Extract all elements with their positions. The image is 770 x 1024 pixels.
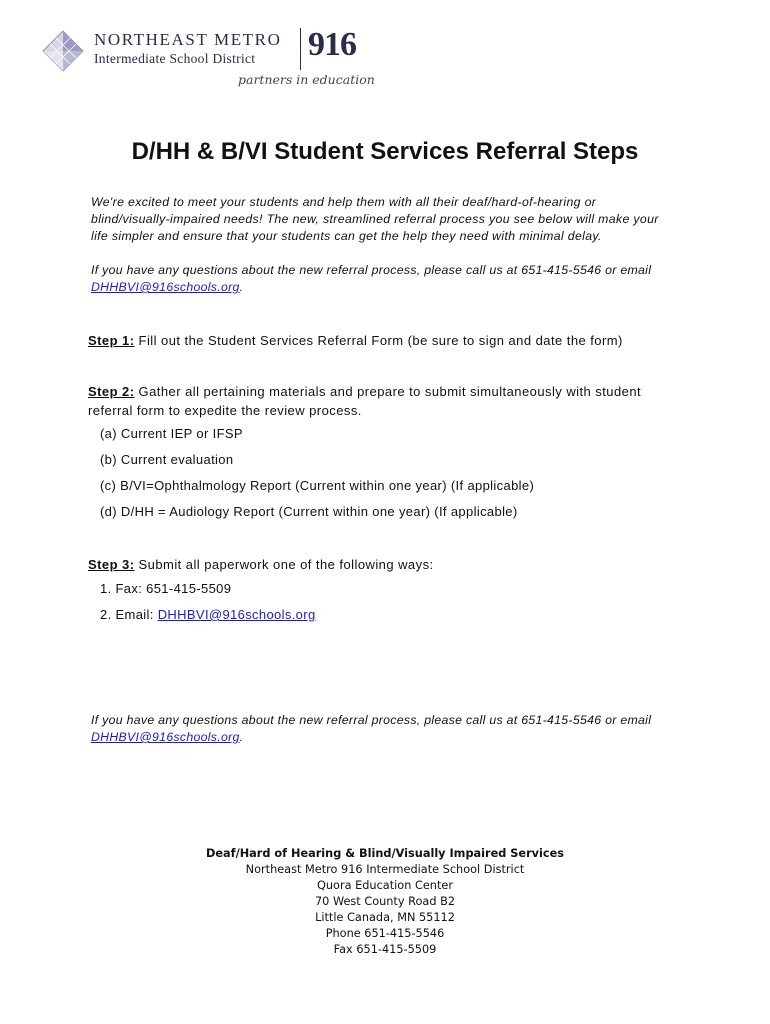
footer-line: Northeast Metro 916 Intermediate School District xyxy=(245,863,525,876)
step-label: Step 1: xyxy=(88,333,135,348)
list-item: (c) B/VI=Ophthalmology Report (Current within one year) (If applicable) xyxy=(100,478,535,493)
footer-title: Deaf/Hard of Hearing & Blind/Visually Impaired Services xyxy=(206,847,564,860)
email-link[interactable]: DHHBVI@916schools.org xyxy=(157,607,316,622)
step-1 xyxy=(88,331,728,350)
district-logo xyxy=(42,26,382,92)
org-name-line2: Intermediate School District xyxy=(94,51,256,66)
period: . xyxy=(239,730,244,744)
step-text: Fill out the Student Services Referral Form (be sure to sign and date the form) xyxy=(134,333,623,348)
footer-line: 70 West County Road B2 xyxy=(314,895,456,908)
questions-note-bottom xyxy=(91,712,731,746)
step-3 xyxy=(88,555,728,574)
intro-line: life simpler and ensure that your students can get the help they need with minimal delay. xyxy=(91,229,602,243)
email-link[interactable]: DHHBVI@916schools.org xyxy=(91,280,240,294)
list-item: (a) Current IEP or IFSP xyxy=(100,426,243,441)
step-label: Step 2: xyxy=(88,384,135,399)
list-item: (b) Current evaluation xyxy=(100,452,234,467)
email-link[interactable]: DHHBVI@916schools.org xyxy=(91,730,240,744)
intro-paragraph xyxy=(91,194,731,245)
district-number: 916 xyxy=(308,26,356,63)
step-text: Submit all paperwork one of the following ways: xyxy=(134,557,434,572)
contact-footer xyxy=(0,846,770,958)
period: . xyxy=(239,280,244,294)
org-name-line1: NORTHEAST METRO xyxy=(94,30,282,49)
intro-line: We're excited to meet your students and help them with all their deaf/hard-of-hearing or xyxy=(91,195,597,209)
logo-tagline: partners in education xyxy=(238,72,375,87)
logo-divider xyxy=(300,28,301,70)
footer-line: Little Canada, MN 55112 xyxy=(315,911,455,924)
email-item xyxy=(100,607,316,622)
page-title: D/HH & B/VI Student Services Referral Steps xyxy=(131,138,639,165)
step-text: Gather all pertaining materials and prepare to submit simultaneously with student xyxy=(134,384,642,399)
step-label: Step 3: xyxy=(88,557,135,572)
step-text: referral form to expedite the review process. xyxy=(88,403,362,418)
email-prefix: 2. Email: xyxy=(100,607,158,622)
questions-note-top xyxy=(91,262,731,296)
footer-line: Quora Education Center xyxy=(317,879,453,892)
fax-item: 1. Fax: 651-415-5509 xyxy=(100,581,232,596)
footer-phone: Phone 651-415-5546 xyxy=(325,927,445,940)
footer-fax: Fax 651-415-5509 xyxy=(333,943,437,956)
questions-text: If you have any questions about the new referral process, please call us at 651-415-5546 or email xyxy=(91,713,652,727)
questions-text: If you have any questions about the new referral process, please call us at 651-415-5546 or email xyxy=(91,263,652,277)
diamond-logo-icon xyxy=(42,30,84,72)
list-item: (d) D/HH = Audiology Report (Current within one year) (If applicable) xyxy=(100,504,518,519)
intro-line: blind/visually-impaired needs! The new, streamlined referral process you see below will make your xyxy=(91,212,659,226)
step-2 xyxy=(88,382,728,420)
